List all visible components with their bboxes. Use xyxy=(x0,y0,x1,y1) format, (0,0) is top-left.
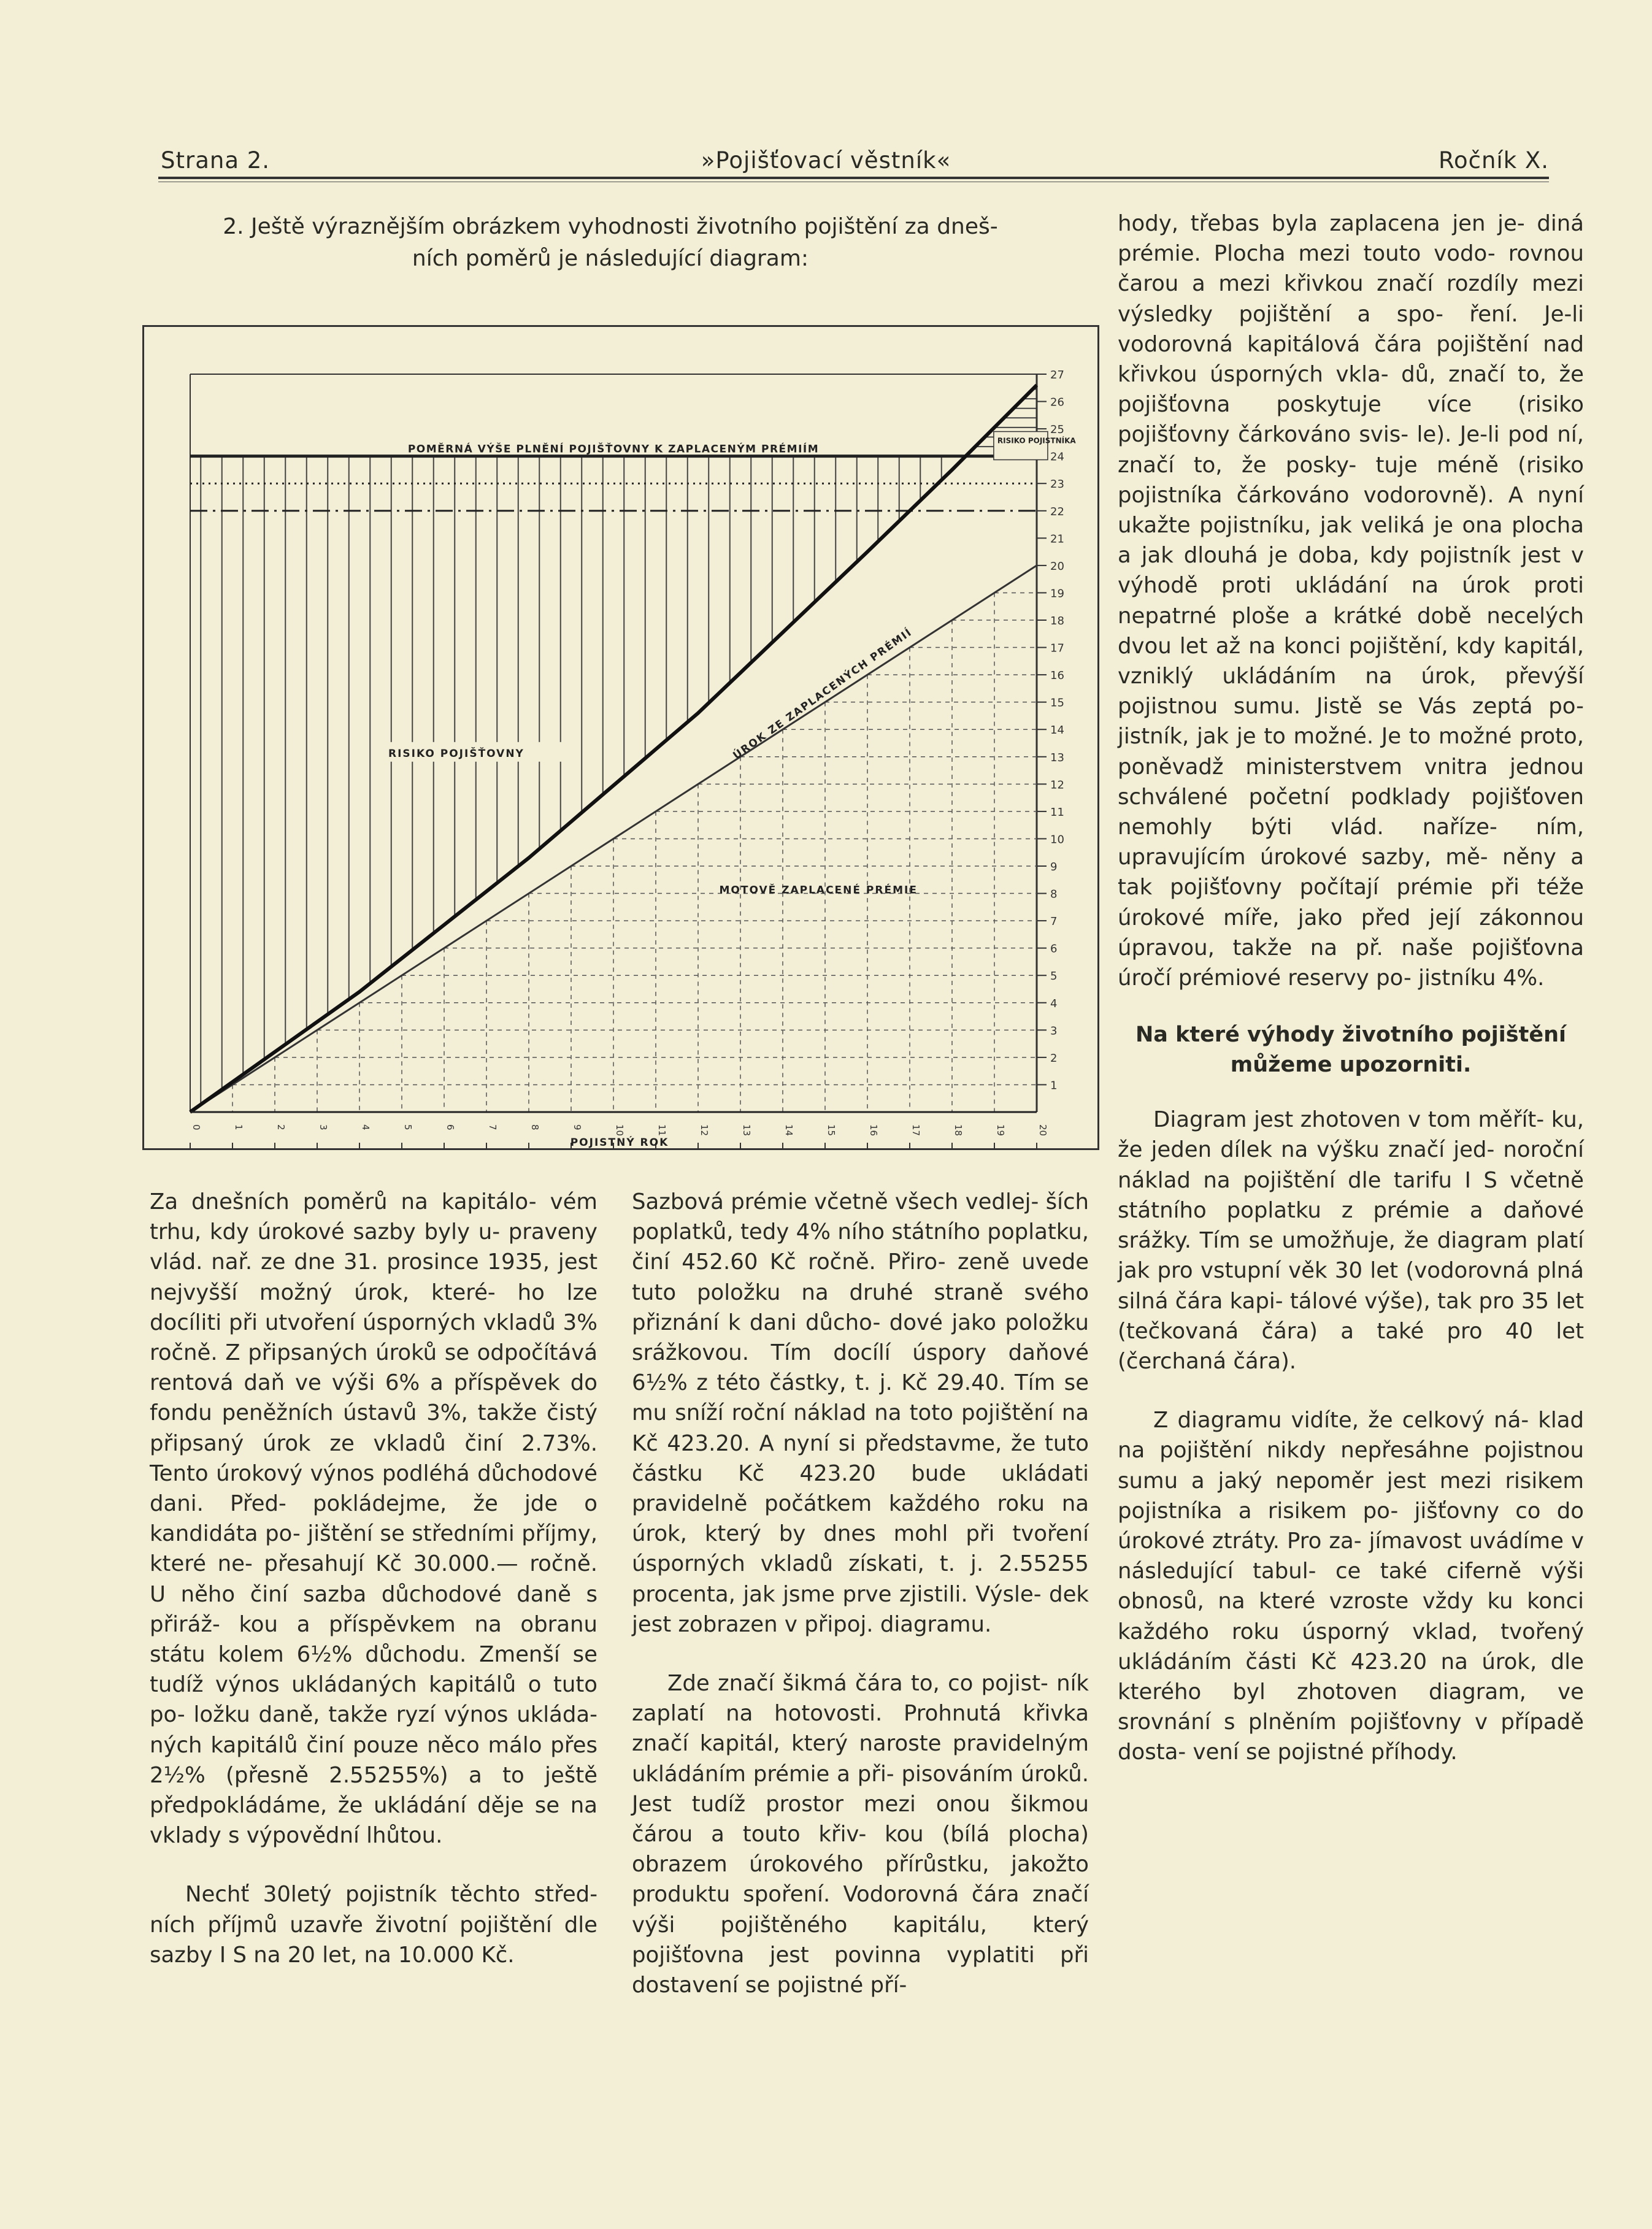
x-tick-label: 6 xyxy=(445,1124,456,1130)
x-tick-label: 11 xyxy=(656,1124,667,1137)
volume-number: Ročník X. xyxy=(1438,147,1549,174)
y-tick-label: 18 xyxy=(1050,615,1064,627)
column-left xyxy=(150,1187,597,1970)
insured-risk-box xyxy=(994,432,1048,460)
y-tick-label: 15 xyxy=(1050,696,1064,710)
y-tick-label: 16 xyxy=(1050,669,1064,683)
paragraph: Z diagramu vidíte, že celkový ná- klad na pojištění nikdy nepřesáhne pojistnou sumu a jaký nepoměr jest mezi risikem pojistníka a risikem po- jišťovny co do úrokové ztráty. Pro za- jímavost uvádíme v následující tabul- ce také ciferně výši obnosů, na které vzroste vždy ku konci každého roku úsporný vklad, tvořený ukládáním části Kč 423.20 na úrok, dle kterého byl zhotoven diagram, ve srovnání s plněním pojišťovny v případě dosta- vení se pojistné příhody. xyxy=(1118,1408,1584,1765)
page-number: Strana 2. xyxy=(161,147,271,174)
journal-title: »Pojišťovací věstník« xyxy=(701,147,951,174)
y-tick-label: 5 xyxy=(1050,970,1058,983)
y-tick-label: 11 xyxy=(1050,805,1064,819)
y-tick-label: 9 xyxy=(1050,861,1058,873)
x-tick-label: 16 xyxy=(868,1124,879,1137)
x-tick-label: 15 xyxy=(826,1124,837,1137)
x-tick-label: 0 xyxy=(191,1124,202,1130)
y-tick-label: 2 xyxy=(1050,1051,1058,1065)
paragraph: Nechť 30letý pojistník těchto střed- ních příjmů uzavře životní pojištění dle sazby I S na 20 let, na 10.000 Kč. xyxy=(150,1882,597,1968)
x-tick-label: 1 xyxy=(233,1124,244,1130)
column-middle xyxy=(632,1187,1089,2000)
y-tick-label: 8 xyxy=(1050,888,1058,901)
x-tick-label: 9 xyxy=(572,1124,583,1130)
paid-premiums-label: MOTOVĚ ZAPLACENÉ PRÉMIE xyxy=(719,884,918,897)
y-tick-label: 13 xyxy=(1050,751,1064,764)
y-tick-label: 19 xyxy=(1050,587,1064,600)
intro-paragraph xyxy=(158,211,1062,275)
y-tick-label: 3 xyxy=(1050,1024,1058,1038)
y-tick-label: 24 xyxy=(1050,450,1064,464)
x-tick-label: 12 xyxy=(699,1124,710,1137)
y-tick-label: 6 xyxy=(1050,942,1058,956)
insurance-diagram xyxy=(142,325,1099,1150)
intro-line-1: 2. Ještě výraznějším obrázkem vyhodnosti životního pojištění za dneš- xyxy=(223,214,998,239)
x-tick-label: 7 xyxy=(487,1124,498,1130)
y-tick-label: 27 xyxy=(1050,369,1064,382)
y-tick-label: 22 xyxy=(1050,505,1064,518)
intro-line-2: ních poměrů je následující diagram: xyxy=(412,246,809,271)
y-tick-label: 7 xyxy=(1050,915,1058,929)
y-tick-label: 17 xyxy=(1050,642,1064,655)
interest-curve-label: ÚROK ZE ZAPLACENÝCH PRÉMIÍ xyxy=(731,626,915,762)
column-right xyxy=(1118,209,1584,1768)
y-tick-label: 1 xyxy=(1050,1079,1058,1092)
x-tick-label: 14 xyxy=(783,1124,794,1137)
section-heading: Na které výhody životního pojištění můžeme upozorniti. xyxy=(1135,1022,1566,1078)
x-tick-label: 10 xyxy=(614,1124,625,1137)
paragraph: Zde značí šikmá čára to, co pojist- ník zaplatí na hotovosti. Prohnutá křivka značí kapitál, který naroste pravidelným ukládáním prémie a při- pisováním úroků. Jest tudíž prostor mezi onou šikmou čárou a touto křiv- kou (bílá plocha) obrazem úrokového přírůstku, jakožto produktu spoření. Vodorovná čára značí výši pojištěného kapitálu, který pojišťovna jest povinna vyplatiti při dostavení se pojistné pří- xyxy=(632,1671,1089,1998)
y-tick-label: 26 xyxy=(1050,396,1064,409)
insured-risk-label: RISIKO POJISTNÍKA xyxy=(997,436,1076,445)
y-tick-label: 21 xyxy=(1050,532,1064,546)
x-tick-label: 5 xyxy=(402,1124,413,1130)
y-tick-label: 10 xyxy=(1050,833,1064,846)
paragraph: Diagram jest zhotoven v tom měřít- ku, že jeden dílek na výšku značí jed- noroční náklad na pojištění dle tarifu I S včetně státního poplatku z prémie a daňové srážky. Tím se umožňuje, že diagram platí jak pro vstupní věk 30 let (vodorovná plná silná čára kapi- tálové výše), tak pro 35 let (tečkovaná čára) a také pro 40 let (čerchaná čára). xyxy=(1118,1107,1584,1374)
y-tick-label: 25 xyxy=(1050,423,1064,437)
y-tick-label: 23 xyxy=(1050,478,1064,491)
paragraph: Sazbová prémie včetně všech vedlej- ších poplatků, tedy 4% ního státního poplatku, činí 452.60 Kč ročně. Přiro- zeně uvede tuto položku na druhé straně svého přiznání k dani důcho- dové jako položku srážkovou. Tím docílí úspory daňové 6½% z této částky, t. j. Kč 29.40. Tím se mu sníží roční náklad na toto pojištění na Kč 423.20. A nyní si představme, že tuto částku Kč 423.20 bude ukládati pravidelně počátkem každého roku na úrok, který by dnes mohl při tvoření úsporných vkladů získati, t. j. 2.55255 procenta, jak jsme prve zjistili. Výsle- dek jest zobrazen v připoj. diagramu. xyxy=(632,1189,1089,1637)
x-tick-label: 13 xyxy=(741,1124,752,1137)
insurer-risk-label: RISIKO POJIŠŤOVNY xyxy=(388,747,524,760)
x-tick-label: 2 xyxy=(275,1124,286,1130)
x-tick-label: 8 xyxy=(529,1124,540,1130)
x-tick-label: 17 xyxy=(910,1124,921,1137)
y-tick-label: 14 xyxy=(1050,724,1064,737)
paragraph: Za dnešních poměrů na kapitálo- vém trhu, kdy úrokové sazby byly u- praveny vlád. nař. ze dne 31. prosince 1935, jest nejvyšší možný úrok, které- ho lze docíliti při utvoření úsporných vkladů 3% ročně. Z připsaných úroků se odpočítává rentová daň ve výši 6% a příspěvek do fondu peněžních ústavů 3%, takže čistý připsaný úrok ze vkladů činí 2.73%. Tento úrokový výnos podléhá důchodové dani. Před- pokládejme, že jde o kandidáta po- jištění se středními příjmy, které ne- přesahují Kč 30.000.— ročně. U něho činí sazba důchodové daně s přiráž- kou a příspěvkem na obranu státu kolem 6½% důchodu. Zmenší se tudíž výnos ukládaných kapitálů o tuto po- ložku daně, takže ryzí výnos ukláda- ných kapitálů činí pouze něco málo přes 2½% (přesně 2.55255%) a to ještě předpokládáme, že ukládání děje se na vklady s výpovědní lhůtou. xyxy=(150,1189,597,1849)
capital-line-label: POMĚRNÁ VÝŠE PLNĚNÍ POJIŠŤOVNY K ZAPLACENÝM PRÉMIÍM xyxy=(407,443,820,456)
paragraph: hody, třebas byla zaplacena jen je- diná prémie. Plocha mezi touto vodo- rovnou čarou a mezi křivkou značí rozdíly mezi výsledky pojištění a spo- ření. Je-li vodorovná kapitálová čára pojištění nad křivkou úsporných vkla- dů, značí to, že pojišťovna poskytuje více (risiko pojišťovny čárkováno svis- le). Je-li pod ní, značí to, že posky- tuje méně (risiko pojistníka čárkováno vodorovně). A nyní ukažte pojistníku, jak veliká je ona plocha a jak dlouhá je doba, kdy pojistník jest v výhodě proti ukládání na úrok proti nepatrné ploše a krátké době necelých dvou let až na konci pojištění, kdy kapitál, vzniklý ukládáním na úrok, převýší pojistnou sumu. Jistě se Vás zeptá po- jistník, jak je to možné. Je to možné proto, poněvadž ministerstvem vnitra jednou schválené početní podklady pojišťoven nemohly býti vlád. naříze- ním, upravujícím úrokové sazby, mě- něny a tak pojišťovny počítají prémie při téže úrokové míře, jako před její zákonnou úpravou, takže na př. naše pojišťovna úročí prémiové reservy po- jistníku 4%. xyxy=(1118,211,1584,991)
x-tick-label: 4 xyxy=(360,1124,371,1130)
x-tick-label: 3 xyxy=(318,1124,329,1130)
x-tick-label: 19 xyxy=(995,1124,1006,1137)
y-tick-label: 12 xyxy=(1050,778,1064,792)
x-tick-label: 20 xyxy=(1037,1124,1048,1137)
x-tick-label: 18 xyxy=(953,1124,964,1137)
y-tick-label: 20 xyxy=(1050,559,1064,573)
y-tick-label: 4 xyxy=(1050,997,1058,1010)
header-rule xyxy=(158,177,1549,179)
x-axis-label: POJISTNÝ ROK xyxy=(570,1137,669,1149)
